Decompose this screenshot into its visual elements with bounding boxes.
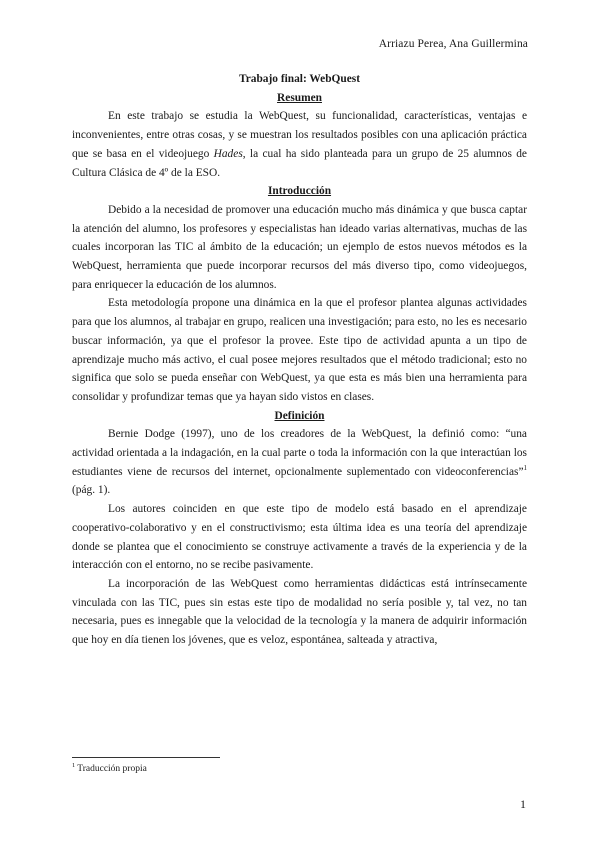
text-run: (pág. 1). [72,484,111,497]
page-number: 1 [520,797,526,811]
paragraph-definicion-1 [72,425,527,500]
document-title: Trabajo final: WebQuest [238,73,361,85]
header-author: Arriazu Perea, Ana Guillermina [378,38,528,50]
footnote-reference[interactable]: 1 [523,463,527,472]
page-content [72,70,527,650]
footnote-text: Traducción propia [77,764,147,774]
heading-definicion: Definición [274,409,325,422]
footnote-divider [72,757,220,758]
footnote-mark: 1 [72,761,76,769]
paragraph-resumen [72,107,527,182]
text-run: , la cual ha sido planteada para un grupo de 25 alumnos de Cultura Clásica de 4º de la ESO. [72,147,527,179]
italic-text: Hades [213,147,243,160]
heading-introduccion: Introducción [267,185,332,198]
paragraph-introduccion-1: Debido a la necesidad de promover una educación mucho más dinámica y que busca captar la atención del alumno, los profesores y especialistas han ideado varias alternativas, muchas de las cuales incorporan las TIC al ámbito de la educación; un ejemplo de estos nuevos métodos es la WebQuest, herramienta que puede incorporar recursos del más diverso tipo, como videojuegos, para enriquecer la educación de los alumnos. [72,203,527,291]
paragraph-definicion-3: La incorporación de las WebQuest como herramientas didácticas está intrínsecamente vinculada con las TIC, pues sin estas este tipo de modalidad no sería posible y, tal vez, no tan necesaria, pues es innegable que la velocidad de la tecnología y la manera de adquirir información que hoy en día tienen los jóvenes, que es veloz, espontánea, salteada y atractiva, [72,577,527,647]
heading-resumen: Resumen [277,91,322,104]
paragraph-introduccion-2: Esta metodología propone una dinámica en la que el profesor plantea algunas actividades para que los alumnos, al trabajar en grupo, realicen una investigación; para esto, no les es necesario buscar información, ya que el profesor la provee. Este tipo de actividad apunta a un tipo de aprendizaje mucho más activo, el cual posee mejores resultados que el método tradicional; esto no significa que solo se pueda enseñar con WebQuest, ya que esta es más bien una herramienta para consolidar y profundizar temas que ya hayan sido vistos en clases. [72,297,527,403]
paragraph-definicion-2: Los autores coinciden en que este tipo de modelo está basado en el aprendizaje cooperativo-colaborativo y en el constructivismo; esta última idea es una teoría del aprendizaje donde se plantea que el conocimiento se construye activamente a través de la experiencia y de la interacción con el entorno, no se recibe pasivamente. [72,503,527,572]
footnote [72,763,147,775]
text-run: Bernie Dodge (1997), uno de los creadores de la WebQuest, la definió como: “una actividad orientada a la indagación, en la cual parte o toda la información con la que interactúan los estudiantes viene de recursos del internet, opcionalmente suplementado con videoconferencias” [72,428,527,478]
text-run: En este trabajo se estudia la WebQuest, su funcionalidad, características, ventajas e inconvenientes, entre otras cosas, y se muestran los resultados posibles con una aplicación práctica que se basa en el videojuego [72,110,527,160]
